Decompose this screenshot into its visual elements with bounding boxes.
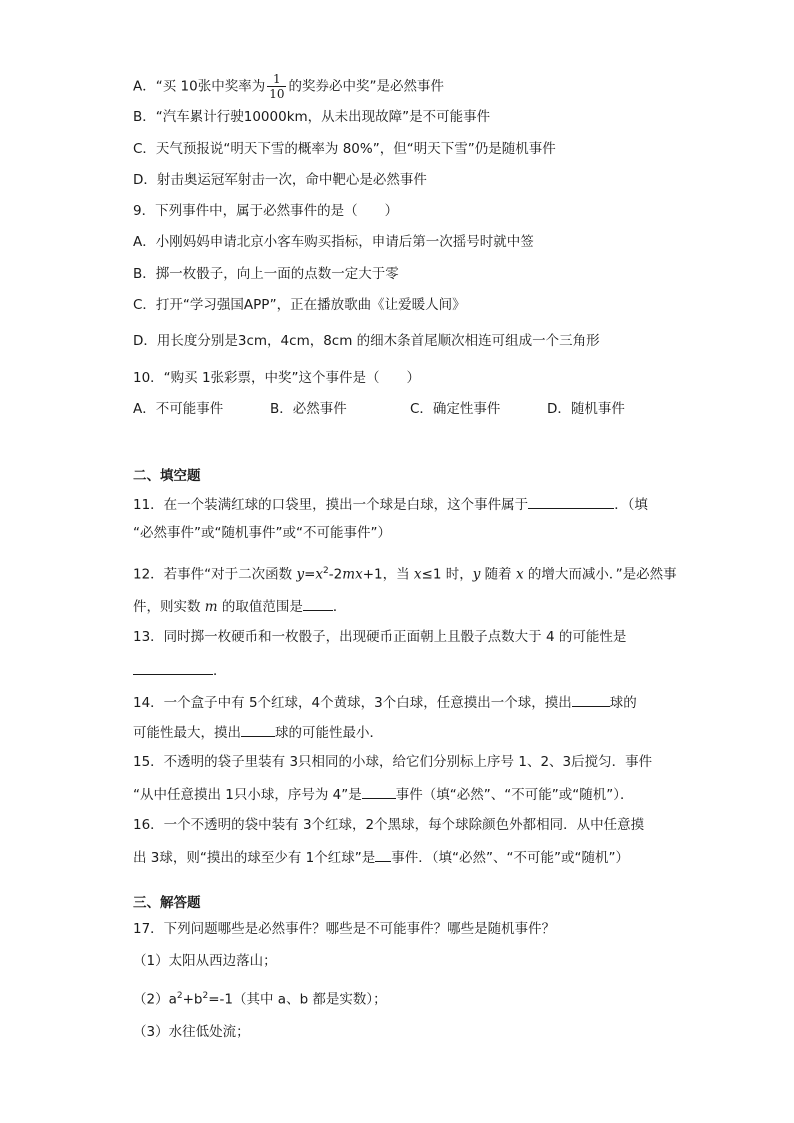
math-var: x	[355, 566, 363, 583]
q10-option-c: C．确定性事件	[410, 401, 501, 417]
math-var: m	[204, 599, 218, 615]
q8-option-a-post: 的奖券必中奖”是必然事件	[288, 78, 444, 95]
fraction	[267, 72, 286, 101]
fraction-numerator: 1	[267, 72, 286, 87]
q15-text: “从中任意摸出 1只小球，序号为 4”是	[133, 787, 362, 803]
q10-option-a: A．不可能事件	[133, 401, 224, 417]
q15-text: 事件（填“必然”、“不可能”或“随机”）．	[395, 787, 634, 803]
answer-blank	[241, 722, 275, 737]
q15-line2	[133, 784, 633, 804]
q12-line2	[133, 596, 346, 616]
q9-stem: 9．下列事件中，属于必然事件的是（ ）	[133, 203, 399, 219]
q12-text: 的取值范围是	[217, 599, 303, 615]
q12-text: 件，则实数	[133, 599, 205, 615]
q12-text: 随着	[480, 566, 516, 583]
q12-line1	[133, 562, 677, 584]
q12-text: ≤1 时，	[421, 566, 473, 583]
q13-line2	[133, 660, 227, 680]
q11-line1	[133, 494, 648, 514]
q14-text: 球的	[609, 695, 637, 711]
q12-text: 的增大而减小．”是必然事	[523, 566, 677, 583]
q11-text: 11．在一个装满红球的口袋里，摸出一个球是白球，这个事件属于	[133, 497, 529, 513]
q9-option-d: D．用长度分别是3cm，4cm，8cm 的细木条首尾顺次相连可组成一个三角形	[133, 333, 600, 349]
math-op: -2	[328, 566, 343, 583]
math-var: x	[315, 566, 324, 583]
q17-text: （2）a	[133, 991, 177, 1008]
math-sup: 2	[176, 991, 183, 1001]
q16-line2	[133, 847, 629, 867]
q12-text: ．	[332, 599, 347, 615]
q17-text: +b	[182, 991, 203, 1008]
q17-stem: 17．下列问题哪些是必然事件？哪些是不可能事件？哪些是随机事件？	[133, 921, 556, 937]
q10-option-b: B．必然事件	[270, 401, 347, 417]
answer-blank	[303, 596, 333, 611]
q14-text: 球的可能性最小．	[275, 725, 383, 741]
q14-line1	[133, 692, 637, 712]
answer-blank	[375, 847, 391, 862]
math-var: x	[515, 566, 524, 583]
math-var: y	[472, 566, 481, 583]
q8-option-a-pre: A．“买 10张中奖率为	[133, 78, 266, 95]
q9-option-c: C．打开“学习强国APP”，正在播放歌曲《让爱暖人间》	[133, 297, 466, 313]
answer-blank	[133, 660, 213, 675]
q14-text: 可能性最大，摸出	[133, 725, 241, 741]
q17-item-3: （3）水往低处流；	[133, 1024, 250, 1040]
math-sup: 2	[202, 991, 209, 1001]
q8-option-a	[133, 72, 444, 101]
q17-item-1: （1）太阳从西边落山；	[133, 953, 277, 969]
q8-option-b: B．“汽车累计行驶10000km，从未出现故障”是不可能事件	[133, 109, 491, 125]
q10-option-d: D．随机事件	[547, 401, 625, 417]
q9-option-b: B．掷一枚骰子，向上一面的点数一定大于零	[133, 266, 399, 282]
q16-text: 事件．（填“必然”、“不可能”或“随机”）	[391, 850, 629, 866]
answer-blank	[362, 784, 396, 799]
section-heading-answer: 三、解答题	[133, 895, 201, 911]
q8-option-c: C．天气预报说“明天下雪的概率为 80%”，但“明天下雪”仍是随机事件	[133, 141, 556, 157]
q9-option-a: A．小刚妈妈申请北京小客车购买指标，申请后第一次摇号时就中签	[133, 234, 534, 250]
q13-line1: 13．同时掷一枚硬币和一枚骰子，出现硬币正面朝上且骰子点数大于 4 的可能性是	[133, 629, 627, 645]
q12-text: 12．若事件“对于二次函数	[133, 566, 297, 583]
q17-item-2	[133, 987, 387, 1009]
math-var: y	[296, 566, 305, 583]
math-sup: 2	[323, 566, 329, 576]
q14-text: 14．一个盒子中有 5个红球，4个黄球，3个白球，任意摸出一个球，摸出	[133, 695, 572, 711]
section-heading-fill-in: 二、填空题	[133, 468, 201, 484]
q15-line1: 15．不透明的袋子里装有 3只相同的小球，给它们分别标上序号 1、2、3后搅匀．事件	[133, 754, 653, 770]
answer-blank	[572, 692, 610, 707]
q13-text: ．	[213, 663, 227, 679]
q16-line1: 16．一个不透明的袋中装有 3个红球，2个黑球，每个球除颜色外都相同．从中任意摸	[133, 817, 645, 833]
math-var: m	[342, 566, 356, 583]
q11-line2: “必然事件”或“随机事件”或“不可能事件”）	[133, 525, 391, 541]
q11-text-post: ．（填	[614, 497, 648, 513]
q8-option-d: D．射击奥运冠军射击一次，命中靶心是必然事件	[133, 172, 427, 188]
q14-line2	[133, 722, 383, 742]
math-var: x	[413, 566, 422, 583]
q12-text: +1，当	[362, 566, 414, 583]
answer-blank	[528, 494, 614, 509]
q10-options	[133, 400, 653, 418]
q10-stem: 10．“购买 1张彩票，中奖”这个事件是（ ）	[133, 370, 421, 386]
q17-text: =-1（其中 a、b 都是实数）；	[208, 991, 387, 1008]
fraction-denominator: 10	[269, 87, 285, 101]
q16-text: 出 3球，则“摸出的球至少有 1个红球”是	[133, 850, 376, 866]
math-op: =	[304, 566, 316, 583]
